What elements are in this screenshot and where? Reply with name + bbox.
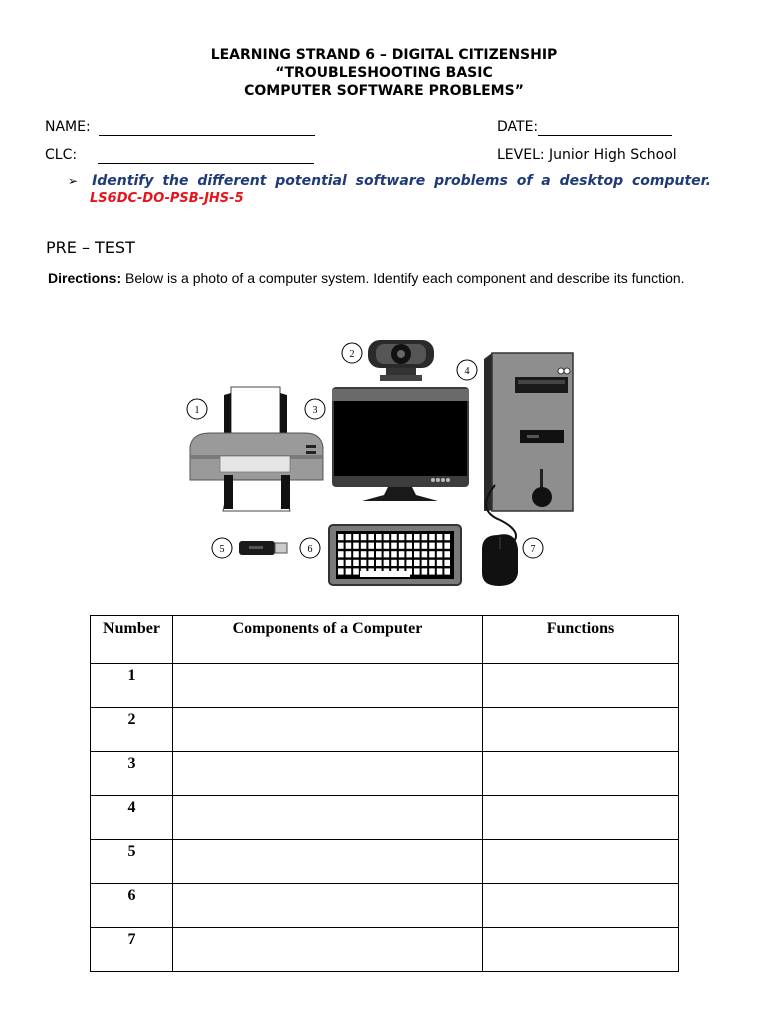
table-row bbox=[91, 752, 679, 796]
row-number: 7 bbox=[91, 928, 173, 972]
row-number: 1 bbox=[91, 664, 173, 708]
component-cell[interactable] bbox=[173, 708, 483, 752]
svg-text:2: 2 bbox=[349, 349, 355, 360]
table-row bbox=[91, 928, 679, 972]
component-cell[interactable] bbox=[173, 884, 483, 928]
webcam-icon bbox=[368, 340, 434, 381]
header-functions: Functions bbox=[483, 616, 679, 664]
row-number: 4 bbox=[91, 796, 173, 840]
title-line-2: “TROUBLESHOOTING BASIC bbox=[275, 65, 493, 81]
printer-icon bbox=[190, 387, 323, 511]
callout-2 bbox=[342, 343, 362, 363]
table-header-row bbox=[91, 616, 679, 664]
callout-5 bbox=[212, 538, 232, 558]
date-field bbox=[497, 118, 672, 136]
svg-text:6: 6 bbox=[307, 544, 313, 555]
components-table bbox=[90, 615, 679, 972]
level-field: LEVEL: Junior High School bbox=[497, 147, 677, 163]
component-cell[interactable] bbox=[173, 796, 483, 840]
directions-text: Below is a photo of a computer system. Identify each component and describe its function. bbox=[121, 270, 685, 286]
usb-flash-drive-icon bbox=[239, 541, 287, 555]
row-number: 5 bbox=[91, 840, 173, 884]
directions bbox=[48, 269, 708, 287]
row-number: 3 bbox=[91, 752, 173, 796]
name-field bbox=[45, 118, 315, 136]
callout-3 bbox=[305, 399, 325, 419]
function-cell[interactable] bbox=[483, 796, 679, 840]
title-line-3: COMPUTER SOFTWARE PROBLEMS” bbox=[244, 83, 524, 99]
name-label: NAME: bbox=[45, 119, 91, 135]
svg-text:3: 3 bbox=[312, 405, 318, 416]
bullet-arrow-icon: ➢ bbox=[68, 174, 79, 188]
callout-6 bbox=[300, 538, 320, 558]
clc-label: CLC: bbox=[45, 147, 78, 163]
header-components: Components of a Computer bbox=[173, 616, 483, 664]
table-row bbox=[91, 840, 679, 884]
learning-objective bbox=[68, 173, 720, 207]
function-cell[interactable] bbox=[483, 840, 679, 884]
svg-text:7: 7 bbox=[530, 544, 536, 555]
function-cell[interactable] bbox=[483, 664, 679, 708]
table-row bbox=[91, 664, 679, 708]
svg-text:5: 5 bbox=[219, 544, 225, 555]
table-row bbox=[91, 884, 679, 928]
table-row bbox=[91, 796, 679, 840]
date-label: DATE: bbox=[497, 119, 539, 135]
callout-4 bbox=[457, 360, 477, 380]
title-line-1: LEARNING STRAND 6 – DIGITAL CITIZENSHIP bbox=[210, 47, 558, 63]
system-unit-icon bbox=[484, 353, 573, 511]
function-cell[interactable] bbox=[483, 752, 679, 796]
header-number: Number bbox=[91, 616, 173, 664]
svg-text:4: 4 bbox=[464, 366, 470, 377]
clc-field bbox=[45, 146, 314, 164]
row-number: 6 bbox=[91, 884, 173, 928]
function-cell[interactable] bbox=[483, 708, 679, 752]
component-cell[interactable] bbox=[173, 664, 483, 708]
directions-label: Directions: bbox=[48, 270, 122, 286]
competency-code: LS6DC-DO-PSB-JHS-5 bbox=[90, 191, 244, 206]
row-number: 2 bbox=[91, 708, 173, 752]
callout-7 bbox=[523, 538, 543, 558]
pretest-heading: PRE – TEST bbox=[46, 238, 135, 257]
component-cell[interactable] bbox=[173, 928, 483, 972]
function-cell[interactable] bbox=[483, 884, 679, 928]
name-blank[interactable] bbox=[99, 119, 315, 136]
computer-system-figure bbox=[180, 335, 580, 590]
mouse-icon bbox=[482, 534, 518, 586]
keyboard-icon bbox=[329, 525, 461, 585]
component-cell[interactable] bbox=[173, 752, 483, 796]
date-blank[interactable] bbox=[538, 119, 672, 136]
table-row bbox=[91, 708, 679, 752]
callout-1 bbox=[187, 399, 207, 419]
function-cell[interactable] bbox=[483, 928, 679, 972]
monitor-icon bbox=[332, 387, 469, 501]
svg-text:1: 1 bbox=[194, 405, 200, 416]
objective-text: Identify the different potential software problems of a desktop computer. bbox=[92, 173, 711, 189]
component-cell[interactable] bbox=[173, 840, 483, 884]
clc-blank[interactable] bbox=[98, 147, 314, 164]
